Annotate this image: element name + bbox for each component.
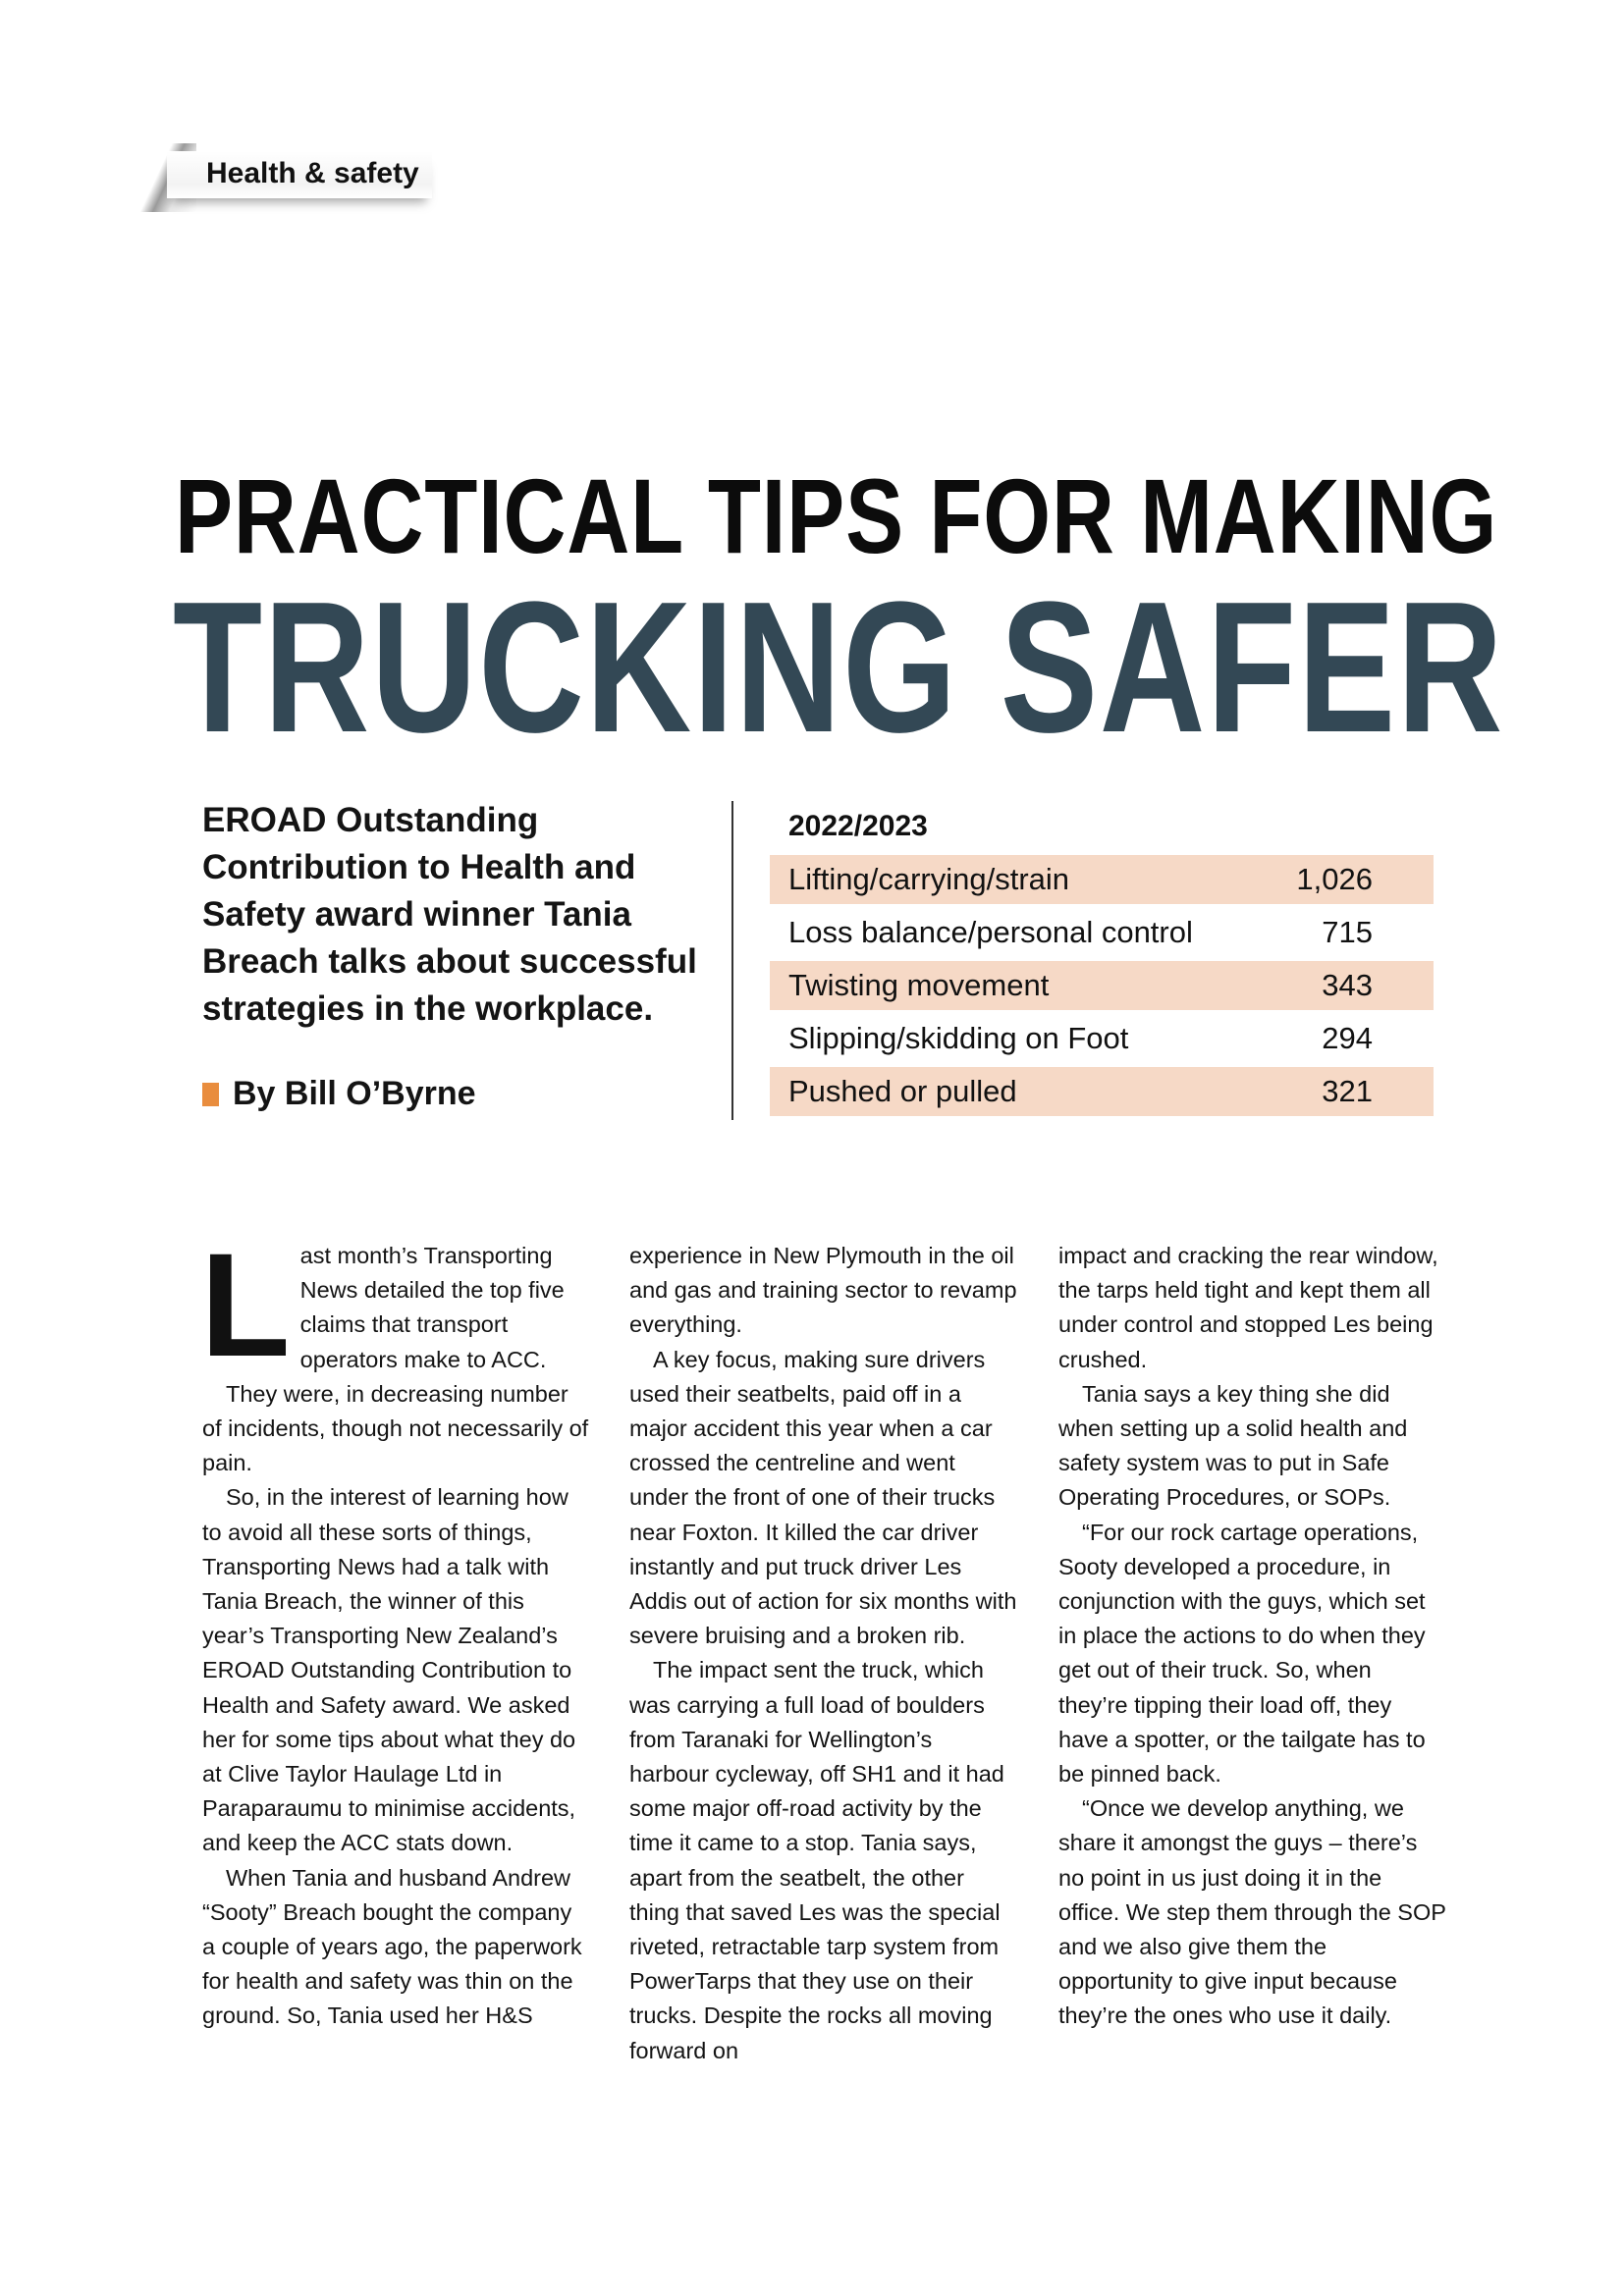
body-column-2 — [629, 1239, 1017, 2068]
stats-value: 715 — [1322, 915, 1373, 949]
stats-label: Lifting/carrying/strain — [788, 862, 1070, 896]
body-paragraph: Tania says a key thing she did when setting up a solid health and safety system was to put in Safe Operating Procedures, or SOPs. — [1058, 1380, 1408, 1511]
stats-row — [770, 961, 1434, 1010]
byline-text: By Bill O’Byrne — [233, 1075, 476, 1112]
stats-row — [770, 1014, 1434, 1063]
body-paragraph: “For our rock cartage operations, Sooty developed a procedure, in conjunction with the guys, which set in place the actions to do when they get out of their truck. So, when they’re tipping their load off, they have a spotter, or the tailgate has to be pinned back. — [1058, 1519, 1426, 1788]
headline-line-1: PRACTICAL TIPS FOR MAKING — [175, 456, 1498, 575]
stats-label: Loss balance/personal control — [788, 915, 1193, 949]
drop-cap: L — [200, 1222, 291, 1387]
stats-label: Slipping/skidding on Foot — [788, 1021, 1129, 1055]
body-paragraph: ast month’s Transporting News detailed the top five claims that transport operators make to ACC. — [299, 1243, 565, 1372]
vertical-divider — [731, 801, 733, 1120]
standfirst: EROAD Outstanding Contribution to Health and Safety award winner Tania Breach talks about successful strategies in the workplace. — [202, 801, 697, 1028]
body-paragraph: A key focus, making sure drivers used their seatbelts, paid off in a major accident this year when a car crossed the centreline and went under the front of one of their trucks near Foxton. It killed the car driver instantly and put truck driver Les Addis out of action for six months with severe bruising and a broken rib. — [629, 1346, 1017, 1649]
body-column-1 — [200, 1222, 590, 2034]
body-paragraph: When Tania and husband Andrew “Sooty” Breach bought the company a couple of years ago, the paperwork for health and safety was thin on the ground. So, Tania used her H&S — [202, 1864, 582, 2029]
section-label: Health & safety — [206, 157, 419, 189]
stats-value: 1,026 — [1296, 862, 1373, 896]
byline — [202, 1075, 476, 1113]
body-column-3 — [1058, 1239, 1446, 2034]
stats-row — [770, 855, 1434, 904]
section-tab — [137, 139, 432, 216]
stats-value: 321 — [1322, 1074, 1373, 1108]
byline-square-icon — [202, 1083, 219, 1106]
stats-label: Pushed or pulled — [788, 1074, 1017, 1108]
body-paragraph: impact and cracking the rear window, the tarps held tight and kept them all under control and stopped Les being crushed. — [1058, 1243, 1438, 1372]
stats-row — [770, 908, 1434, 957]
headline-line-2: TRUCKING SAFER — [173, 563, 1505, 772]
stats-table — [770, 855, 1434, 1120]
body-paragraph: “Once we develop anything, we share it amongst the guys – there’s no point in us just doing it in the office. We step them through the SOP and we also give them the opportunity to give input because they’re the ones who use it daily. — [1058, 1795, 1446, 2029]
stats-label: Twisting movement — [788, 968, 1050, 1002]
body-paragraph: The impact sent the truck, which was carrying a full load of boulders from Taranaki for Wellington’s harbour cycleway, off SH1 and it had some major off-road activity by the time it came to a stop. Tania says, apart from the seatbelt, the other thing that saved Les was the special riveted, retractable tarp system from PowerTarps that they use on their trucks. Despite the rocks all moving forward on — [629, 1657, 1004, 2063]
stats-row — [770, 1067, 1434, 1116]
body-paragraph: They were, in decreasing number of incidents, though not necessarily of pain. — [202, 1380, 589, 1476]
stats-title: 2022/2023 — [788, 810, 928, 842]
stats-value: 343 — [1322, 968, 1373, 1002]
body-paragraph: So, in the interest of learning how to avoid all these sorts of things, Transporting News had a talk with Tania Breach, the winner of this year’s Transporting New Zealand’s EROAD Outstanding Contribution to Health and Safety award. We asked her for some tips about what they do at Clive Taylor Haulage Ltd in Paraparaumu to minimise accidents, and keep the ACC stats down. — [202, 1484, 576, 1856]
body-paragraph: experience in New Plymouth in the oil and gas and training sector to revamp everything. — [629, 1243, 1017, 1338]
stats-value: 294 — [1322, 1021, 1373, 1055]
